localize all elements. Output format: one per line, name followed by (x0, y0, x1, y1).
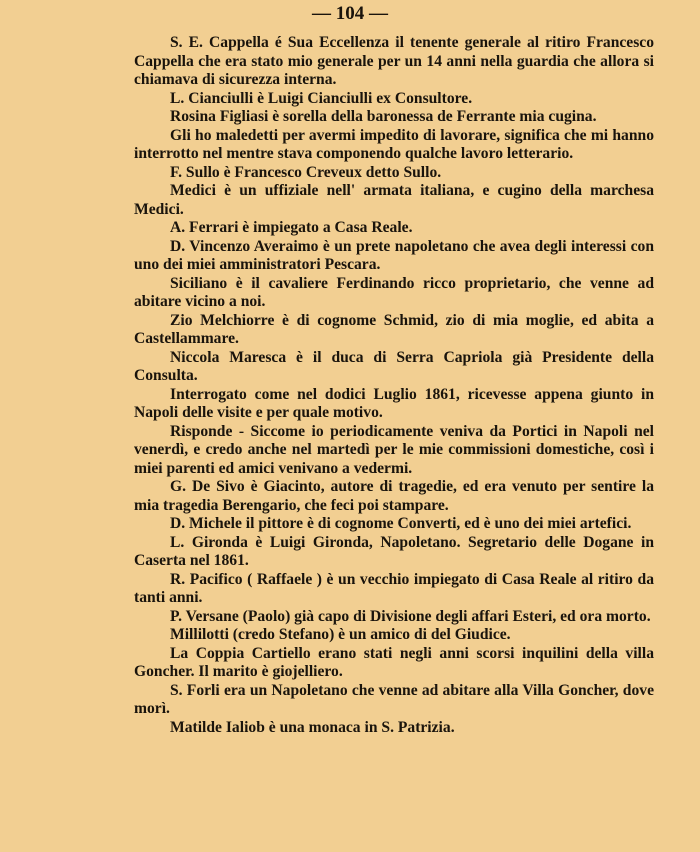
paragraph: Zio Melchiorre è di cognome Schmid, zio di mia moglie, ed abita a Castellammare. (134, 311, 654, 347)
paragraph: Gli ho maledetti per avermi impedito di lavorare, significa che mi hanno interrotto nel mentre stava componendo qualche lavoro letterario. (134, 126, 654, 162)
paragraph: Interrogato come nel dodici Luglio 1861, ricevesse appena giunto in Napoli delle visite e per quale motivo. (134, 385, 654, 421)
paragraph: Medici è un uffiziale nell' armata italiana, e cugino della marchesa Medici. (134, 182, 654, 218)
paragraph: R. Pacifico ( Raffaele ) è un vecchio impiegato di Casa Reale al ritiro da tanti anni. (134, 570, 654, 606)
paragraph: D. Vincenzo Averaimo è un prete napoletano che avea degli interessi con uno dei miei amministratori Pescara. (134, 237, 654, 273)
paragraph: Risponde - Siccome io periodicamente veniva da Portici in Napoli nel venerdì, e credo anche nel martedì per le mie commissioni domestiche, così i miei parenti ed amici venivano a vedermi. (134, 422, 654, 477)
body-text (134, 34, 654, 737)
page-number: — 104 — (312, 3, 388, 24)
paragraph: F. Sullo è Francesco Creveux detto Sullo. (170, 163, 442, 181)
paragraph: Matilde Ialiob è una monaca in S. Patrizia. (170, 718, 455, 736)
paragraph: Rosina Figliasi è sorella della baronessa de Ferrante mia cugina. (170, 108, 597, 125)
paragraph: G. De Sivo è Giacinto, autore di tragedie, ed era venuto per sentire la mia tragedia Berengario, che feci poi stampare. (134, 478, 654, 514)
paragraph: A. Ferrari è impiegato a Casa Reale. (170, 219, 413, 236)
paragraph: Niccola Maresca è il duca di Serra Capriola già Presidente della Consulta. (134, 348, 654, 384)
paragraph: La Coppia Cartiello erano stati negli anni scorsi inquilini della villa Goncher. Il marito è giojelliero. (134, 644, 654, 680)
paragraph: D. Michele il pittore è di cognome Converti, ed è uno dei miei artefici. (170, 515, 632, 532)
paragraph: L. Cianciulli è Luigi Cianciulli ex Consultore. (170, 89, 473, 107)
paragraph: Millilotti (credo Stefano) è un amico di del Giudice. (170, 626, 511, 643)
paragraph: S. Forli era un Napoletano che venne ad abitare alla Villa Goncher, dove morì. (134, 681, 654, 717)
paragraph: L. Gironda è Luigi Gironda, Napoletano. Segretario delle Dogane in Caserta nel 1861. (134, 533, 654, 569)
paragraph: Siciliano è il cavaliere Ferdinando ricco proprietario, che venne ad abitare vicino a noi. (134, 274, 654, 310)
paragraph: P. Versane (Paolo) già capo di Divisione degli affari Esteri, ed ora morto. (170, 607, 651, 625)
paragraph: S. E. Cappella é Sua Eccellenza il tenente generale al ritiro Francesco Cappella che era stato mio generale per un 14 anni nella guardia che allora si chiamava di sicurezza interna. (134, 34, 654, 88)
